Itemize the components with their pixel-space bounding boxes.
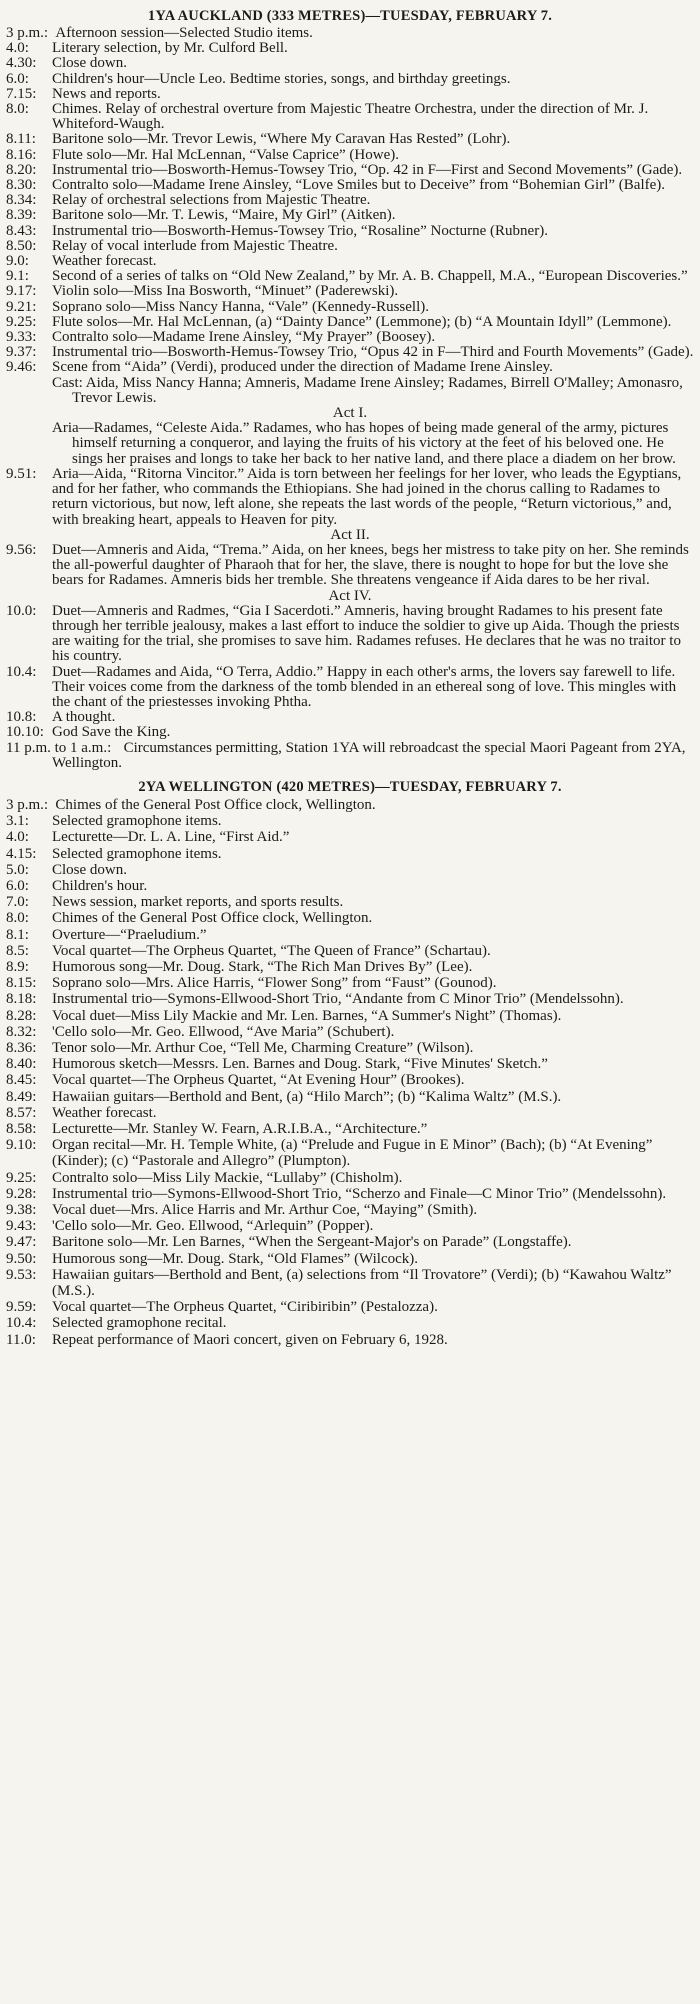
entry-description: Chimes of the General Post Office clock, Wellington. xyxy=(52,910,373,927)
program-entry xyxy=(6,741,694,771)
entry-time: 9.56: xyxy=(6,541,37,558)
entry-description: Vocal duet—Mrs. Alice Harris and Mr. Arthur Coe, “Maying” (Smith). xyxy=(52,1202,478,1219)
entry-description: Vocal quartet—The Orpheus Quartet, “At Evening Hour” (Brookes). xyxy=(52,1072,465,1089)
entry-time: 8.0: xyxy=(6,910,29,927)
entry-description: Selected gramophone recital. xyxy=(52,1315,227,1332)
entry-description: Afternoon session—Selected Studio items. xyxy=(55,25,313,41)
entry-time: 9.25: xyxy=(6,313,37,330)
entry-time: 8.16: xyxy=(6,146,37,163)
entry-description: Repeat performance of Maori concert, given on February 6, 1928. xyxy=(52,1331,448,1348)
entry-time: 8.1: xyxy=(6,926,29,943)
program-entry xyxy=(6,56,694,71)
entry-time: 3 p.m.: xyxy=(6,25,49,41)
entry-time: 8.5: xyxy=(6,942,29,959)
entry-time: 8.36: xyxy=(6,1040,37,1056)
act-heading: Act IV. xyxy=(328,587,372,604)
program-entry xyxy=(6,1072,694,1088)
entry-time: 6.0: xyxy=(6,877,29,894)
entry-time: 3 p.m.: xyxy=(6,796,49,813)
entry-description: Duet—Radames and Aida, “O Terra, Addio.” Happy in each other's arms, the lovers say farewell to life. Their voices come from the darkness of the tomb blended in an ethereal song of love. This mingles with the chant of the priestesses invoking Phtha. xyxy=(52,663,677,710)
entry-time: 8.11: xyxy=(6,131,36,148)
entry-description: 'Cello solo—Mr. Geo. Ellwood, “Arlequin” (Popper). xyxy=(52,1218,374,1235)
program-entry xyxy=(6,1234,694,1250)
entry-description: Instrumental trio—Symons-Ellwood-Short Trio, “Scherzo and Finale—C Minor Trio” (Mendelssohn). xyxy=(52,1185,667,1202)
program-entry xyxy=(6,894,694,910)
entry-description: Humorous song—Mr. Doug. Stark, “Old Flames” (Wilcock). xyxy=(52,1250,419,1267)
program-entry xyxy=(6,725,694,740)
entry-time: 9.51: xyxy=(6,465,37,482)
program-entry xyxy=(6,943,694,959)
program-entry xyxy=(6,543,694,589)
program-entry xyxy=(6,148,694,163)
program-entry xyxy=(6,1056,694,1072)
entry-description: Flute solos—Mr. Hal McLennan, (a) “Dainty Dance” (Lemmone); (b) “A Mountain Idyll” (Lemmone). xyxy=(52,313,672,330)
program-entry xyxy=(6,239,694,254)
entry-description: Hawaiian guitars—Berthold and Bent, (a) “Hilo March”; (b) “Kalima Waltz” (M.S.). xyxy=(52,1088,562,1105)
entry-description: Lecturette—Mr. Stanley W. Fearn, A.R.I.B.A., “Architecture.” xyxy=(52,1121,428,1138)
entry-description: Baritone solo—Mr. Len Barnes, “When the Sergeant-Major's on Parade” (Longstaffe). xyxy=(52,1234,572,1251)
program-entry xyxy=(6,224,694,239)
entry-time: 9.59: xyxy=(6,1299,37,1316)
entry-time: 9.21: xyxy=(6,298,37,315)
entry-description: Circumstances permitting, Station 1YA will rebroadcast the special Maori Pageant from 2YA, Wellington. xyxy=(52,739,686,771)
program-entry xyxy=(6,1186,694,1202)
entry-description: Second of a series of talks on “Old New Zealand,” by Mr. A. B. Chappell, M.A., “European Discoveries.” xyxy=(52,268,688,285)
program-list-1ya xyxy=(6,26,694,376)
entry-time: 8.9: xyxy=(6,958,29,975)
entry-description: Relay of orchestral selections from Majestic Theatre. xyxy=(52,192,371,209)
program-entry xyxy=(6,102,694,132)
entry-time: 4.0: xyxy=(6,829,29,846)
entry-time: 8.15: xyxy=(6,975,37,992)
program-entry xyxy=(6,87,694,102)
entry-description: Baritone solo—Mr. Trevor Lewis, “Where My Caravan Has Rested” (Lohr). xyxy=(52,131,511,148)
program-entry xyxy=(6,284,694,299)
entry-description: Overture—“Praeludium.” xyxy=(52,926,207,943)
program-entry xyxy=(6,878,694,894)
entry-description: Relay of vocal interlude from Majestic Theatre. xyxy=(52,237,338,254)
program-entry xyxy=(6,991,694,1007)
entry-time: 9.25: xyxy=(6,1169,37,1186)
program-entry xyxy=(6,178,694,193)
entry-time: 9.38: xyxy=(6,1202,37,1219)
entry-description: Literary selection, by Mr. Culford Bell. xyxy=(52,40,288,57)
entry-time: 10.4: xyxy=(6,663,37,680)
entry-time: 4.0: xyxy=(6,40,29,57)
program-entry xyxy=(6,345,694,360)
entry-time: 10.8: xyxy=(6,709,37,726)
entry-description: News session, market reports, and sports results. xyxy=(52,894,344,911)
program-entry xyxy=(6,665,694,711)
program-entry xyxy=(6,813,694,829)
program-entry xyxy=(6,1137,694,1169)
entry-description: Children's hour. xyxy=(52,877,148,894)
program-entry xyxy=(6,269,694,284)
entry-description: Chimes of the General Post Office clock, Wellington. xyxy=(55,796,376,813)
entry-description: Humorous sketch—Messrs. Len. Barnes and Doug. Stark, “Five Minutes' Sketch.” xyxy=(52,1056,548,1073)
program-entry xyxy=(6,330,694,345)
entry-description: A thought. xyxy=(52,709,116,726)
entry-description: Soprano solo—Mrs. Alice Harris, “Flower Song” from “Faust” (Gounod). xyxy=(52,975,497,992)
entry-time: 8.49: xyxy=(6,1088,37,1105)
entry-time: 8.40: xyxy=(6,1056,37,1073)
entry-time: 8.0: xyxy=(6,101,29,118)
entry-description: Organ recital—Mr. H. Temple White, (a) “Prelude and Fugue in E Minor” (Bach); (b) “At Evening” (Kinder); (c) “Pastorale and Allegro” (Plumpton). xyxy=(52,1137,653,1170)
program-entry xyxy=(6,315,694,330)
entry-time: 9.17: xyxy=(6,283,37,300)
program-entry xyxy=(6,132,694,147)
program-entry xyxy=(6,300,694,315)
section-heading-2ya: 2YA WELLINGTON (420 METRES)—TUESDAY, FEBRUARY 7. xyxy=(138,778,562,795)
entry-time: 8.20: xyxy=(6,161,37,178)
entry-description: Vocal quartet—The Orpheus Quartet, “Ciribiribin” (Pestalozza). xyxy=(52,1299,438,1316)
program-entry xyxy=(6,797,694,813)
entry-description: Contralto solo—Madame Irene Ainsley, “My Prayer” (Boosey). xyxy=(52,329,436,346)
entry-time: 7.15: xyxy=(6,85,37,102)
program-entry xyxy=(6,41,694,56)
entry-description: Instrumental trio—Bosworth-Hemus-Towsey Trio, “Rosaline” Nocturne (Rubner). xyxy=(52,222,548,239)
entry-time: 10.10: xyxy=(6,724,44,741)
program-entry xyxy=(6,1315,694,1331)
entry-description: Tenor solo—Mr. Arthur Coe, “Tell Me, Charming Creature” (Wilson). xyxy=(52,1040,474,1056)
entry-description: Chimes. Relay of orchestral overture from Majestic Theatre Orchestra, under the direction of Mr. J. Whiteford-Waugh. xyxy=(52,101,649,133)
entry-description: Contralto solo—Madame Irene Ainsley, “Love Smiles but to Deceive” from “Bohemian Girl” (Balfe). xyxy=(52,177,666,194)
entry-description: Baritone solo—Mr. T. Lewis, “Maire, My Girl” (Aitken). xyxy=(52,207,396,224)
section-heading-1ya: 1YA AUCKLAND (333 METRES)—TUESDAY, FEBRUARY 7. xyxy=(147,8,553,24)
entry-description: God Save the King. xyxy=(52,724,171,741)
program-entry xyxy=(6,1332,694,1348)
program-entry xyxy=(6,1121,694,1137)
program-entry xyxy=(6,1170,694,1186)
entry-time: 10.4: xyxy=(6,1315,37,1332)
entry-time: 9.28: xyxy=(6,1185,37,1202)
program-entry xyxy=(6,1024,694,1040)
entry-description: Flute solo—Mr. Hal McLennan, “Valse Caprice” (Howe). xyxy=(52,146,399,163)
program-entry xyxy=(6,467,694,528)
entry-description: Selected gramophone items. xyxy=(52,813,222,830)
entry-time: 4.15: xyxy=(6,845,37,862)
entry-description: Scene from “Aida” (Verdi), produced under the direction of Madame Irene Ainsley. xyxy=(52,359,553,376)
program-entry xyxy=(6,72,694,87)
program-entry xyxy=(6,959,694,975)
entry-time: 9.33: xyxy=(6,329,37,346)
entry-time: 8.45: xyxy=(6,1072,37,1089)
entry-description: Selected gramophone items. xyxy=(52,845,222,862)
entry-description: Vocal duet—Miss Lily Mackie and Mr. Len. Barnes, “A Summer's Night” (Thomas). xyxy=(52,1007,562,1024)
entry-time: 3.1: xyxy=(6,813,29,830)
entry-time: 5.0: xyxy=(6,861,29,878)
program-list-1ya-part4 xyxy=(6,604,694,771)
program-entry xyxy=(6,1202,694,1218)
program-entry xyxy=(6,927,694,943)
entry-description: Lecturette—Dr. L. A. Line, “First Aid.” xyxy=(52,829,290,846)
entry-time: 10.0: xyxy=(6,602,37,619)
entry-description: News and reports. xyxy=(52,85,161,102)
entry-time: 8.32: xyxy=(6,1023,37,1040)
entry-time: 9.1: xyxy=(6,268,29,285)
program-entry xyxy=(6,193,694,208)
entry-description: Weather forecast. xyxy=(52,1104,157,1121)
entry-description: Close down. xyxy=(52,861,127,878)
entry-time: 4.30: xyxy=(6,55,37,72)
entry-description: Instrumental trio—Bosworth-Hemus-Towsey Trio, “Op. 42 in F—First and Second Movements” (Gade). xyxy=(52,161,683,178)
program-entry xyxy=(6,1105,694,1121)
entry-description: Duet—Amneris and Aida, “Trema.” Aida, on her knees, begs her mistress to take pity on her. She reminds the all-powerful daughter of Pharaoh that for her, the slave, there is nought to hope for but the love she bears for Radames. Amneris bids her tremble. She threatens vengeance if Aida dares to be her rival. xyxy=(52,541,689,589)
entry-time: 7.0: xyxy=(6,894,29,911)
entry-description: 'Cello solo—Mr. Geo. Ellwood, “Ave Maria” (Schubert). xyxy=(52,1023,395,1040)
program-entry xyxy=(6,208,694,223)
entry-description: Vocal quartet—The Orpheus Quartet, “The Queen of France” (Schartau). xyxy=(52,942,491,959)
program-entry xyxy=(6,910,694,926)
entry-description: Close down. xyxy=(52,55,127,72)
program-entry xyxy=(6,360,694,375)
program-list-1ya-part3 xyxy=(6,543,694,589)
program-entry xyxy=(6,1218,694,1234)
entry-time: 9.50: xyxy=(6,1250,37,1267)
entry-time: 8.18: xyxy=(6,991,37,1008)
entry-time: 8.50: xyxy=(6,237,37,254)
entry-description: Contralto solo—Miss Lily Mackie, “Lullaby” (Chisholm). xyxy=(52,1169,403,1186)
program-entry xyxy=(6,163,694,178)
program-entry xyxy=(6,1299,694,1315)
act-heading: Act II. xyxy=(330,526,370,543)
entry-time: 11.0: xyxy=(6,1331,36,1348)
program-list-2ya xyxy=(6,797,694,1348)
program-entry xyxy=(6,829,694,845)
entry-time: 9.37: xyxy=(6,344,37,361)
program-entry xyxy=(6,1251,694,1267)
entry-time: 9.0: xyxy=(6,253,29,270)
entry-description: Duet—Amneris and Radmes, “Gia I Sacerdoti.” Amneris, having brought Radames to his present fate through her terrible jealousy, makes a last effort to induce the soldier to give up Aida. Though the priests are waiting for the trial, she promises to save him. Radames refuses. He declares that he was no traitor to his country. xyxy=(52,602,681,665)
program-entry xyxy=(6,1267,694,1299)
cast-list: Cast: Aida, Miss Nancy Hanna; Amneris, Madame Irene Ainsley; Radames, Birrell O'Malley; Amonasro, Trevor Lewis. xyxy=(52,374,683,406)
entry-time: 8.43: xyxy=(6,222,37,239)
entry-time: 8.57: xyxy=(6,1104,37,1121)
entry-description: Children's hour—Uncle Leo. Bedtime stories, songs, and birthday greetings. xyxy=(52,70,511,87)
entry-time: 8.30: xyxy=(6,177,37,194)
entry-time: 9.53: xyxy=(6,1266,37,1283)
entry-description: Soprano solo—Miss Nancy Hanna, “Vale” (Kennedy-Russell). xyxy=(52,298,429,315)
entry-time: 8.39: xyxy=(6,207,37,224)
entry-time: 8.28: xyxy=(6,1007,37,1024)
entry-description: Weather forecast. xyxy=(52,253,157,270)
entry-description: Humorous song—Mr. Doug. Stark, “The Rich Man Drives By” (Lee). xyxy=(52,958,473,975)
entry-time: 6.0: xyxy=(6,70,29,87)
program-entry xyxy=(6,254,694,269)
program-list-1ya-part2 xyxy=(6,467,694,528)
program-entry xyxy=(6,975,694,991)
entry-description: Hawaiian guitars—Berthold and Bent, (a) selections from “Il Trovatore” (Verdi); (b) “Kawahou Waltz” (M.S.). xyxy=(52,1266,672,1300)
program-entry xyxy=(6,1089,694,1105)
entry-description: Instrumental trio—Bosworth-Hemus-Towsey Trio, “Opus 42 in F—Third and Fourth Movements” (Gade). xyxy=(52,344,694,361)
entry-description: Aria—Aida, “Ritorna Vincitor.” Aida is torn between her feelings for her lover, who leads the Egyptians, and for her father, who commands the Ethiopians. She had joined in the chorus calling to Radames to return victorious, but now, left alone, she repeats the last words of the people, “Return victorious,” and, with breaking heart, appeals to Heaven for pity. xyxy=(52,465,682,528)
entry-description: Violin solo—Miss Ina Bosworth, “Minuet” (Paderewski). xyxy=(52,283,399,300)
entry-time: 11 p.m. to 1 a.m.: xyxy=(6,739,112,756)
entry-time: 9.43: xyxy=(6,1218,37,1235)
program-entry xyxy=(6,26,694,41)
entry-time: 9.10: xyxy=(6,1137,37,1154)
act-heading: Act I. xyxy=(332,405,368,422)
program-entry xyxy=(6,1040,694,1056)
entry-time: 8.34: xyxy=(6,192,37,209)
entry-time: 9.47: xyxy=(6,1234,37,1251)
entry-time: 9.46: xyxy=(6,359,37,376)
program-entry xyxy=(6,710,694,725)
entry-time: 8.58: xyxy=(6,1121,37,1138)
program-entry xyxy=(6,604,694,665)
entry-description: Instrumental trio—Symons-Ellwood-Short Trio, “Andante from C Minor Trio” (Mendelssohn). xyxy=(52,991,624,1008)
program-entry xyxy=(6,1008,694,1024)
program-entry xyxy=(6,846,694,862)
aria-description: Aria—Radames, “Celeste Aida.” Radames, who has hopes of being made general of the army, pictures himself returning a conqueror, and laying the fruits of his victory at the feet of his beloved one. He sings her praises and longs to take her back to her native land, and there place a diadem on her brow. xyxy=(52,420,676,467)
program-entry xyxy=(6,862,694,878)
